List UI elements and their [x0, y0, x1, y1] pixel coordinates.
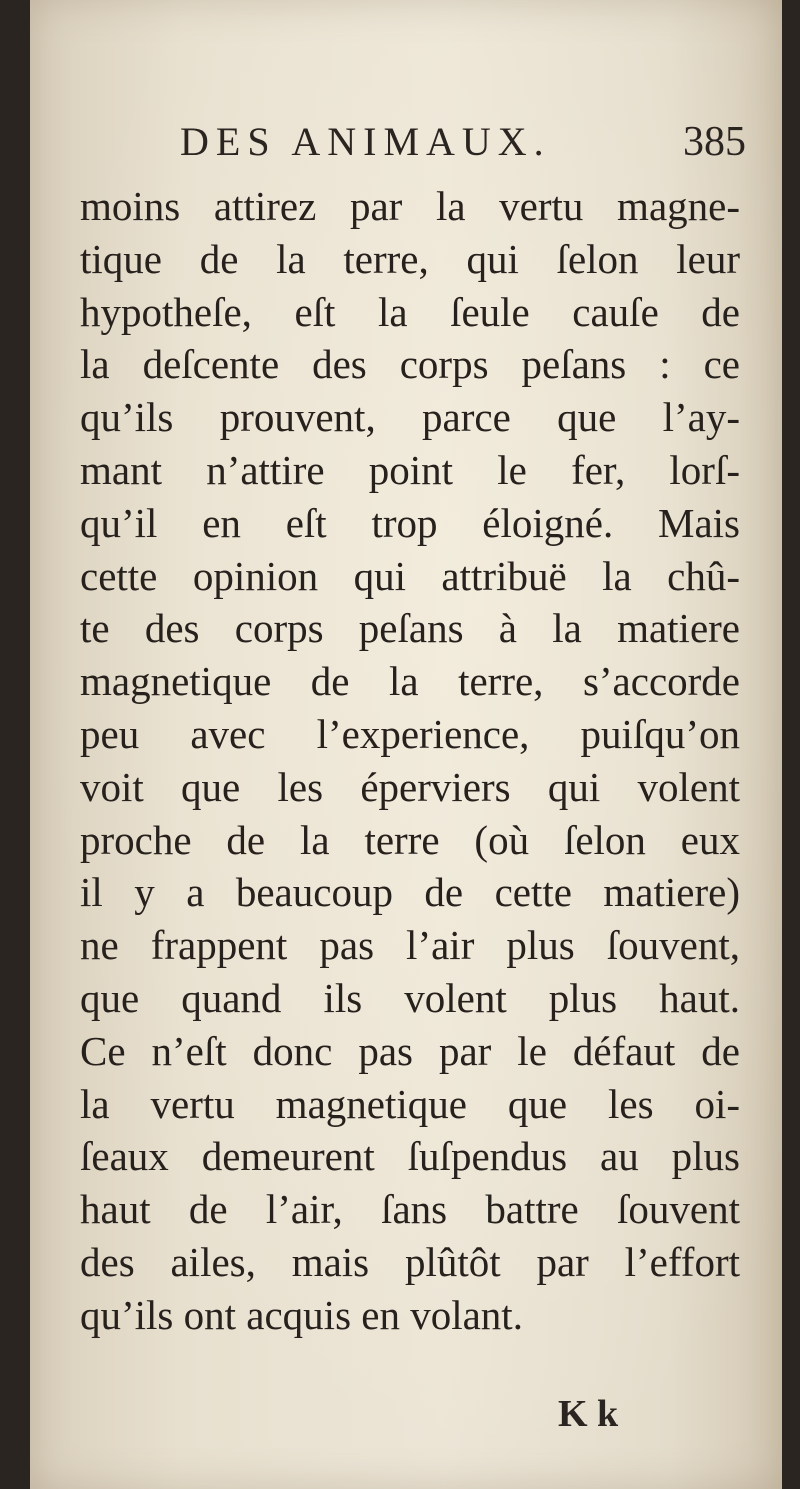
text-line: voit que les éperviers qui volent [80, 763, 740, 810]
text-line: hypotheſe, eſt la ſeule cauſe de [80, 288, 740, 335]
text-line: qu’ils prouvent, parce que l’ay- [80, 394, 740, 441]
text-line: tique de la terre, qui ſelon leur [80, 235, 740, 282]
text-line: proche de la terre (où ſelon eux [80, 816, 740, 863]
text-line: moins attirez par la vertu magne- [80, 183, 740, 229]
text-line: magnetique de la terre, s’accorde [80, 658, 740, 705]
text-line: il y a beaucoup de cette matiere) [80, 869, 740, 916]
text-line: Ce n’eſt donc pas par le défaut de [80, 1027, 740, 1074]
page-header [180, 118, 752, 182]
text-line: te des corps peſans à la matiere [80, 605, 740, 652]
text-line: que quand ils volent plus haut. [80, 974, 740, 1021]
text-line: ne frappent pas l’air plus ſouvent, [80, 922, 740, 969]
running-head: DES ANIMAUX. [180, 119, 551, 164]
text-line: cette opinion qui attribuë la chû- [80, 552, 740, 599]
text-line: qu’il en eſt trop éloigné. Mais [80, 499, 740, 546]
page-number: 385 [683, 119, 746, 165]
body-text [80, 180, 740, 1342]
text-line: la deſcente des corps peſans : ce [80, 341, 740, 388]
book-page [30, 0, 782, 1489]
text-line: des ailes, mais plûtôt par l’effort [80, 1238, 740, 1285]
text-line: peu avec l’experience, puiſqu’on [80, 710, 740, 757]
text-line: ſeaux demeurent ſuſpendus au plus [80, 1133, 740, 1180]
text-line: haut de l’air, ſans battre ſouvent [80, 1186, 740, 1233]
text-line: qu’ils ont acquis en volant. [80, 1291, 523, 1338]
signature-mark: K k [558, 1393, 619, 1435]
text-line: la vertu magnetique que les oi- [80, 1080, 740, 1127]
text-line: mant n’attire point le fer, lorſ- [80, 446, 740, 493]
